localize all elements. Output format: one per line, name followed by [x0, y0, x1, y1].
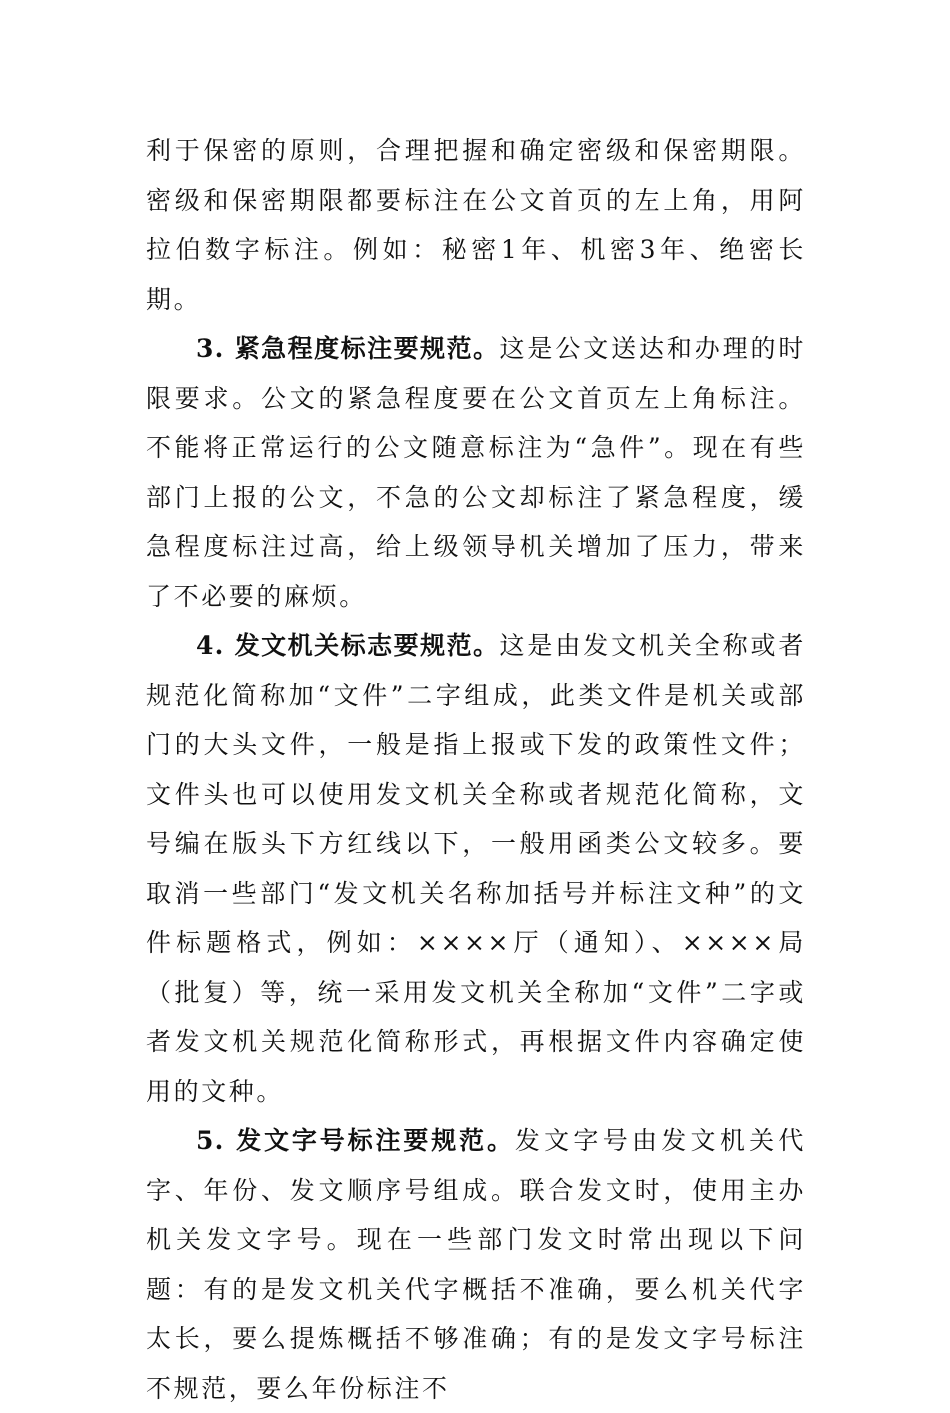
- paragraph-continuation: [146, 126, 806, 324]
- paragraph-item-4: [146, 621, 806, 1116]
- paragraph-text: 发文字号由发文机关代字、年份、发文顺序号组成。联合发文时，使用主办机关发文字号。现在一些部门发文时常出现以下问题：有的是发文机关代字概括不准确，要么机关代字太长，要么提炼概括不够准确；有的是发文字号标注不规范，要么年份标注不: [146, 1126, 806, 1403]
- paragraph-item-5: [146, 1116, 806, 1413]
- paragraph-text: 这是由发文机关全称或者规范化简称加“文件”二字组成，此类文件是机关或部门的大头文件，一般是指上报或下发的政策性文件；文件头也可以使用发文机关全称或者规范化简称，文号编在版头下方红线以下，一般用函类公文较多。要取消一些部门“发文机关名称加括号并标注文种”的文件标题格式，例如：××××厅（通知）、××××局（批复）等，统一采用发文机关全称加“文件”二字或者发文机关规范化简称形式，再根据文件内容确定使用的文种。: [146, 631, 806, 1106]
- paragraph-item-3: [146, 324, 806, 621]
- document-body: [146, 126, 806, 1413]
- paragraph-text: 利于保密的原则，合理把握和确定密级和保密期限。密级和保密期限都要标注在公文首页的左上角，用阿拉伯数字标注。例如：秘密1年、机密3年、绝密长期。: [146, 136, 806, 314]
- paragraph-heading: 5. 发文字号标注要规范。: [196, 1126, 515, 1155]
- paragraph-heading: 4. 发文机关标志要规范。: [196, 631, 500, 660]
- paragraph-text: 这是公文送达和办理的时限要求。公文的紧急程度要在公文首页左上角标注。不能将正常运行的公文随意标注为“急件”。现在有些部门上报的公文，不急的公文却标注了紧急程度，缓急程度标注过高，给上级领导机关增加了压力，带来了不必要的麻烦。: [146, 334, 806, 611]
- paragraph-heading: 3. 紧急程度标注要规范。: [196, 334, 500, 363]
